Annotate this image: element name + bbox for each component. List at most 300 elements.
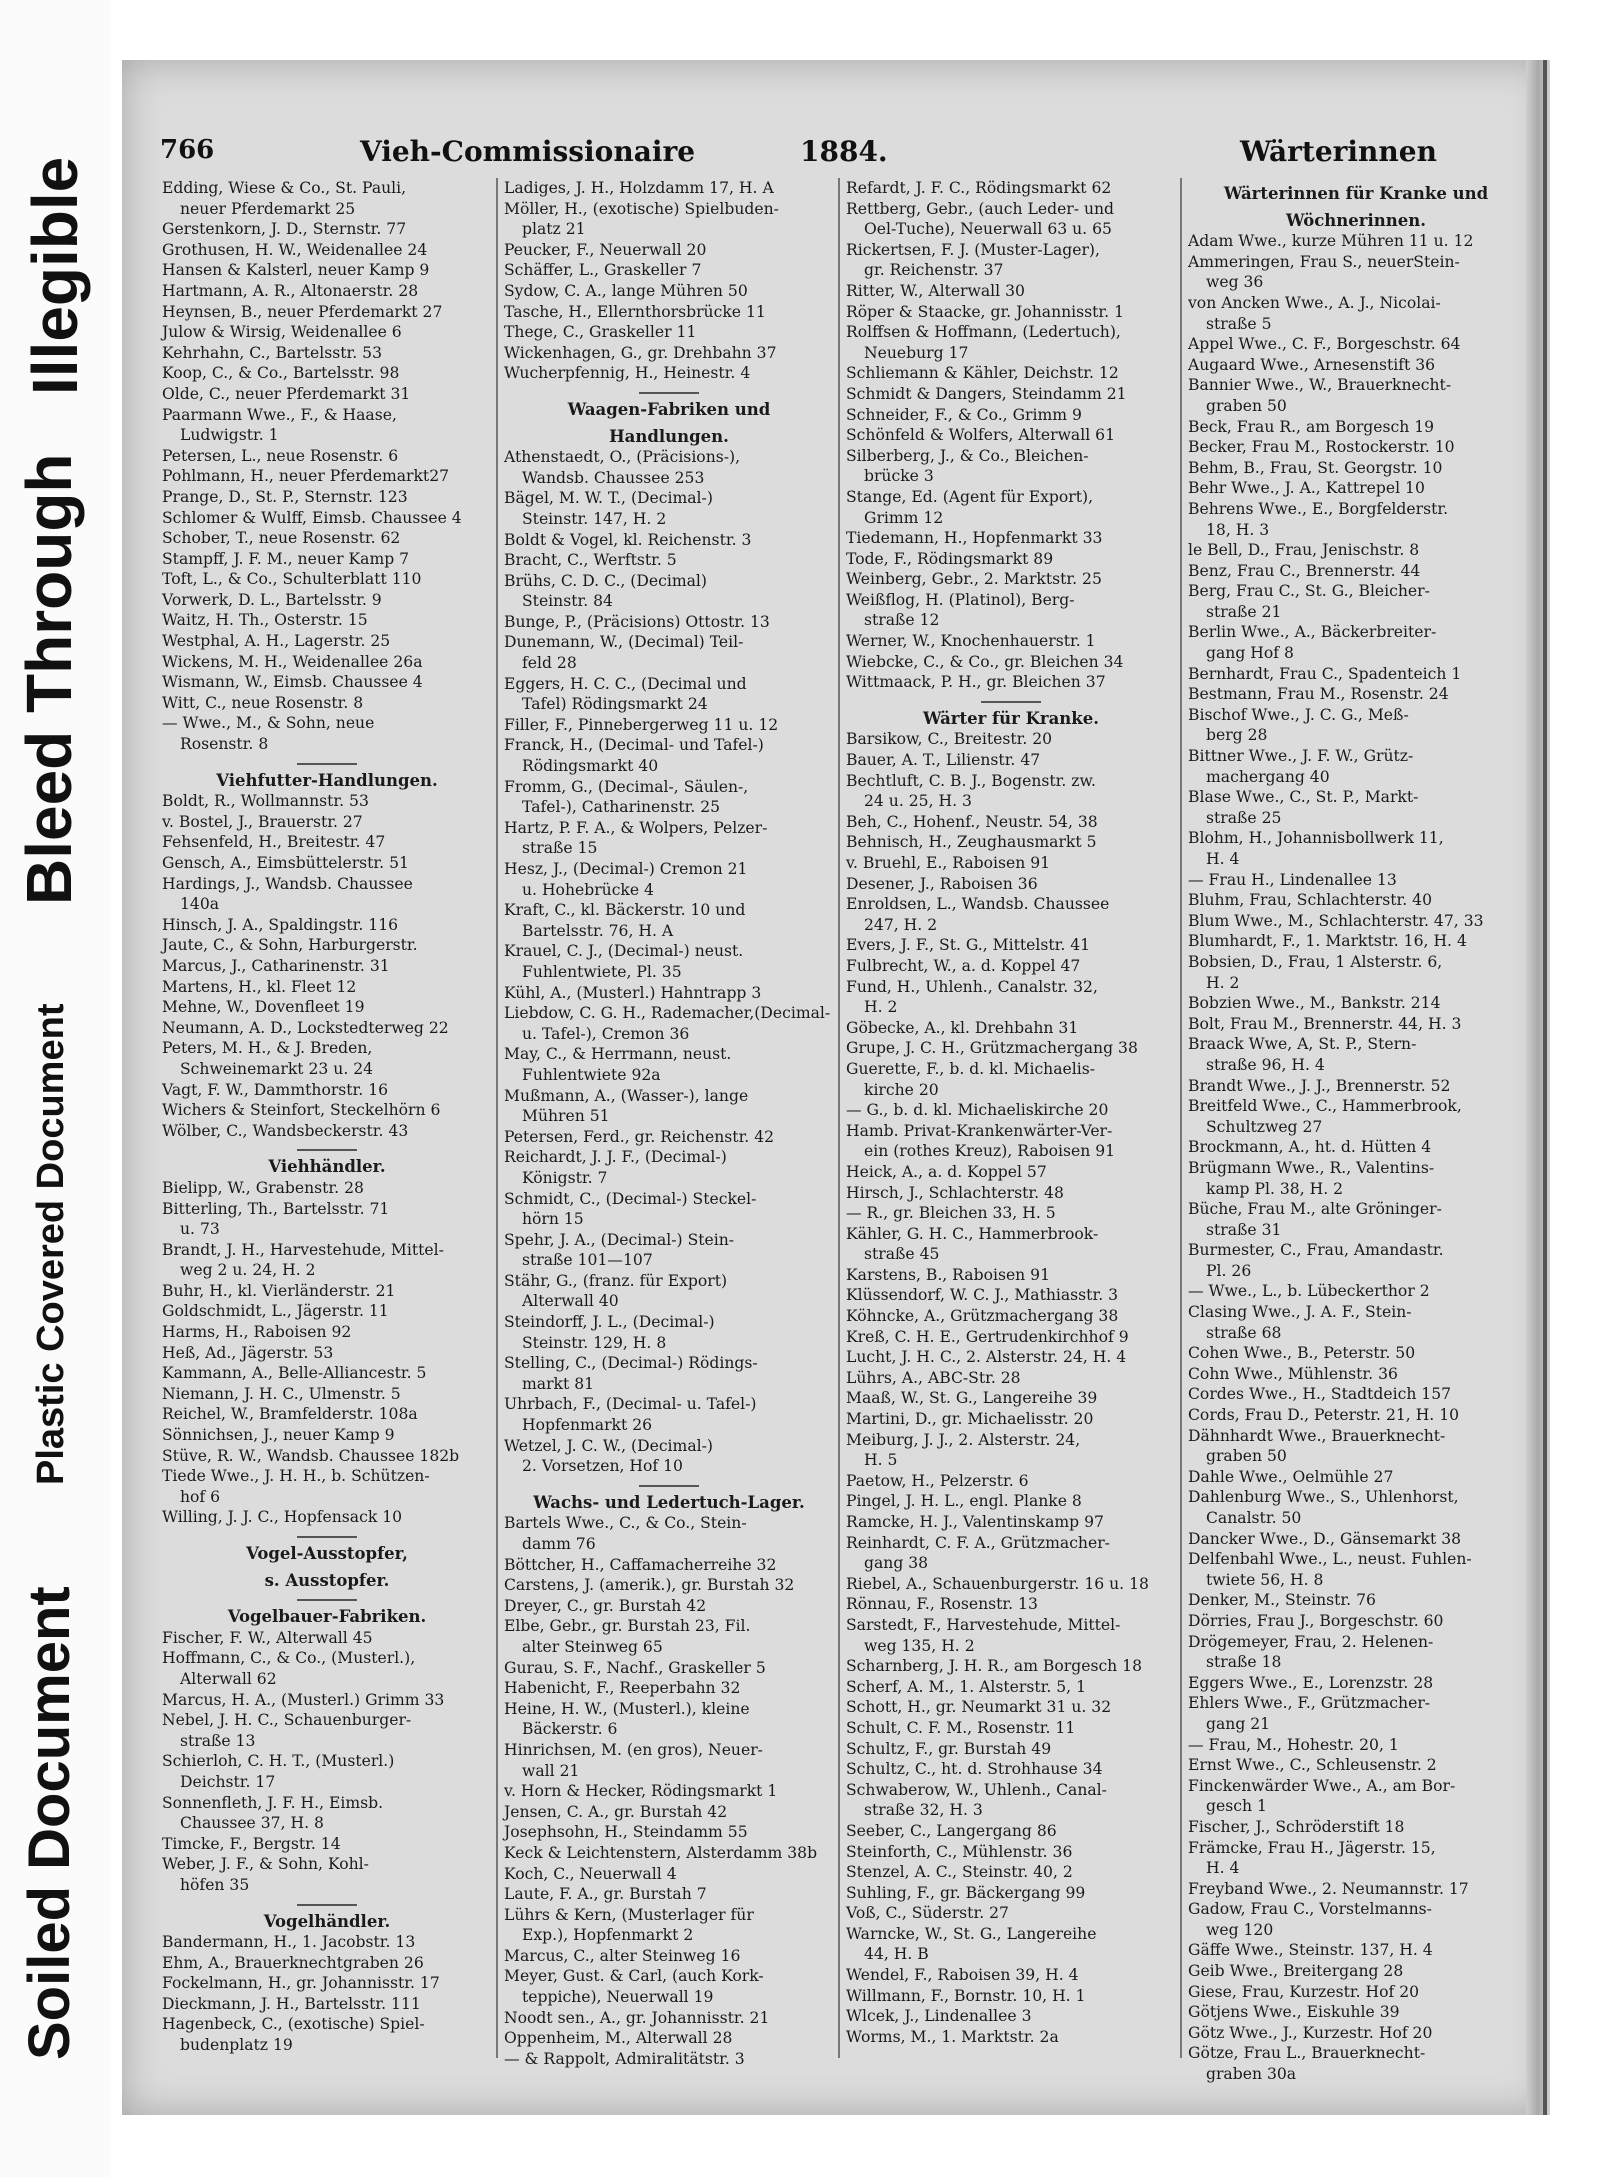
directory-entry: Benz, Frau C., Brennerstr. 44 <box>1188 561 1421 580</box>
directory-entry: Hartz, P. F. A., & Wolpers, Pelzer- <box>504 818 768 837</box>
directory-entry: Canalstr. 50 <box>1206 1509 1302 1527</box>
directory-entry: Beck, Frau R., am Borgesch 19 <box>1188 417 1435 436</box>
directory-entry: Bannier Wwe., W., Brauerknecht- <box>1188 376 1452 395</box>
directory-entry: 18, H. 3 <box>1206 520 1270 539</box>
section-heading: Viehfutter-Handlungen. <box>216 770 438 790</box>
page-header <box>160 135 1530 175</box>
directory-entry: alter Steinweg 65 <box>522 1637 663 1656</box>
header-left-title: Vieh-Commissionaire <box>360 135 696 168</box>
directory-entry: Hinsch, J. A., Spaldingstr. 116 <box>162 915 399 934</box>
directory-entry: Pohlmann, H., neuer Pferdemarkt27 <box>162 467 450 486</box>
directory-entry: Hartmann, A. R., Altonaerstr. 28 <box>162 281 419 300</box>
directory-entry: Wickens, M. H., Weidenallee 26a <box>162 652 423 671</box>
binding-edge <box>1543 60 1547 2115</box>
directory-entry: Lucht, J. H. C., 2. Alsterstr. 24, H. 4 <box>846 1348 1127 1367</box>
directory-entry: H. 2 <box>864 998 898 1017</box>
column-rule <box>838 178 840 2058</box>
directory-entry: Vagt, F. W., Dammthorstr. 16 <box>162 1080 389 1099</box>
directory-entry: Bobsien, D., Frau, 1 Alsterstr. 6, <box>1188 952 1443 971</box>
directory-entry: Tafel-), Catharinenstr. 25 <box>522 798 721 817</box>
directory-entry: Blum Wwe., M., Schlachterstr. 47, 33 <box>1188 911 1484 930</box>
directory-entry: Wittmaack, P. H., gr. Bleichen 37 <box>846 673 1106 692</box>
directory-entry: — R., gr. Bleichen 33, H. 5 <box>846 1204 1056 1223</box>
directory-entry: hörn 15 <box>522 1210 584 1229</box>
directory-entry: weg 135, H. 2 <box>864 1636 975 1655</box>
directory-entry: Habenicht, F., Reeperbahn 32 <box>504 1679 741 1698</box>
directory-entry: Mühren 51 <box>522 1107 610 1126</box>
directory-entry: Berlin Wwe., A., Bäckerbreiter- <box>1188 623 1437 642</box>
section-rule <box>297 1904 357 1906</box>
section-rule <box>297 1536 357 1538</box>
directory-entry: Sonnenfleth, J. F. H., Eimsb. <box>162 1793 384 1812</box>
directory-entry: Rettberg, Gebr., (auch Leder- und <box>846 199 1115 218</box>
directory-entry: Mußmann, A., (Wasser-), lange <box>504 1086 749 1105</box>
directory-entry: Wismann, W., Eimsb. Chaussee 4 <box>162 673 423 692</box>
directory-entry: Willmann, F., Bornstr. 10, H. 1 <box>846 1986 1086 2005</box>
directory-entry: Denker, M., Steinstr. 76 <box>1188 1591 1376 1610</box>
directory-entry: Rönnau, F., Rosenstr. 13 <box>846 1595 1038 1614</box>
directory-entry: Schott, H., gr. Neumarkt 31 u. 32 <box>846 1698 1112 1717</box>
directory-entry: Werner, W., Knochenhauerstr. 1 <box>846 632 1096 651</box>
directory-entry: Bauer, A. T., Lilienstr. 47 <box>846 751 1041 770</box>
directory-entry: Maaß, W., St. G., Langereihe 39 <box>846 1389 1098 1408</box>
directory-entry: Eggers, H. C. C., (Decimal und <box>504 674 747 693</box>
directory-entry: Wölber, C., Wandsbeckerstr. 43 <box>162 1121 409 1140</box>
section-heading: s. Ausstopfer. <box>264 1570 390 1590</box>
directory-entry: Kraft, C., kl. Bäckerstr. 10 und <box>504 901 746 920</box>
directory-entry: Julow & Wirsig, Weidenallee 6 <box>162 323 402 342</box>
directory-entry: Bitterling, Th., Bartelsstr. 71 <box>162 1199 390 1218</box>
directory-entry: Neueburg 17 <box>864 343 969 362</box>
directory-entry: Neumann, A. D., Lockstedterweg 22 <box>162 1018 449 1037</box>
directory-entry: weg 36 <box>1206 273 1264 292</box>
directory-entry: Ernst Wwe., C., Schleusenstr. 2 <box>1188 1756 1437 1775</box>
directory-entry: Köhncke, A., Grützmachergang 38 <box>846 1307 1119 1326</box>
directory-entry: Drögemeyer, Frau, 2. Helenen- <box>1188 1632 1434 1651</box>
directory-entry: Fuhlentwiete 92a <box>522 1065 661 1084</box>
directory-entry: Wetzel, J. C. W., (Decimal-) <box>504 1436 713 1455</box>
directory-entry: damm 76 <box>522 1535 596 1553</box>
directory-entry: Peucker, F., Neuerwall 20 <box>504 240 707 259</box>
directory-entry: Röper & Staacke, gr. Johannisstr. 1 <box>846 302 1124 321</box>
directory-entry: Ramcke, H. J., Valentinskamp 97 <box>846 1513 1104 1531</box>
directory-entry: u. Hohebrücke 4 <box>522 880 654 899</box>
directory-entry: Cords, Frau D., Peterstr. 21, H. 10 <box>1188 1406 1460 1425</box>
directory-entry: 247, H. 2 <box>864 915 938 934</box>
directory-entry: Gadow, Frau C., Vorstelmanns- <box>1188 1900 1432 1919</box>
section-rule <box>639 392 699 394</box>
directory-entry: Schönfeld & Wolfers, Alterwall 61 <box>846 426 1115 445</box>
directory-entry: Bechtluft, C. B. J., Bogenstr. zw. <box>846 771 1096 790</box>
directory-entry: Weber, J. F., & Sohn, Kohl- <box>162 1855 369 1874</box>
column-4 <box>1188 178 1524 2084</box>
directory-entry: Jensen, C. A., gr. Burstah 42 <box>504 1802 728 1821</box>
directory-entry: 24 u. 25, H. 3 <box>864 792 972 811</box>
column-1 <box>162 178 492 2058</box>
directory-entry: Behm, B., Frau, St. Georgstr. 10 <box>1188 458 1443 477</box>
directory-entry: — Wwe., L., b. Lübeckerthor 2 <box>1188 1282 1430 1301</box>
directory-entry: straße 12 <box>864 611 940 630</box>
column-3 <box>846 178 1176 2058</box>
header-right-title: Wärterinnen <box>1240 135 1437 168</box>
directory-entry: v. Bruehl, E., Raboisen 91 <box>846 854 1051 872</box>
directory-entry: Suhling, F., gr. Bäckergang 99 <box>846 1883 1086 1902</box>
directory-entry: Hoffmann, C., & Co., (Musterl.), <box>162 1649 416 1668</box>
directory-entry: Wiebcke, C., & Co., gr. Bleichen 34 <box>846 652 1124 671</box>
directory-entry: Marcus, H. A., (Musterl.) Grimm 33 <box>162 1690 445 1709</box>
directory-entry: — & Rappolt, Admiralitätstr. 3 <box>504 2049 745 2068</box>
directory-entry: Ehm, A., Brauerknechtgraben 26 <box>162 1953 424 1972</box>
directory-entry: Stähr, G., (franz. für Export) <box>504 1271 728 1290</box>
directory-entry: Tafel) Rödingsmarkt 24 <box>522 695 708 714</box>
directory-entry: Chaussee 37, H. 8 <box>180 1814 324 1833</box>
directory-entry: Götze, Frau L., Brauerknecht- <box>1188 2044 1426 2063</box>
directory-entry: Wlcek, J., Lindenallee 3 <box>846 2007 1032 2026</box>
directory-entry: Oel-Tuche), Neuerwall 63 u. 65 <box>864 220 1112 239</box>
directory-entry: Dunemann, W., (Decimal) Teil- <box>504 633 744 652</box>
directory-entry: Reichardt, J. J. F., (Decimal-) <box>504 1148 727 1167</box>
directory-entry: Schmidt, C., (Decimal-) Steckel- <box>504 1189 757 1208</box>
directory-entry: Fuhlentwiete, Pl. 35 <box>522 962 682 981</box>
directory-entry: Riebel, A., Schauenburgerstr. 16 u. 18 <box>846 1574 1149 1593</box>
directory-entry: Behrens Wwe., E., Borgfelderstr. <box>1188 499 1449 518</box>
directory-entry: graben 50 <box>1206 396 1287 415</box>
directory-entry: brücke 3 <box>864 467 934 486</box>
directory-entry: Silberberg, J., & Co., Bleichen- <box>846 446 1089 465</box>
directory-entry: Sönnichsen, J., neuer Kamp 9 <box>162 1426 395 1445</box>
directory-entry: Stüve, R. W., Wandsb. Chaussee 182b <box>162 1446 460 1465</box>
directory-entry: Delfenbahl Wwe., L., neust. Fuhlen- <box>1188 1550 1472 1569</box>
section-heading: Vogel-Ausstopfer, <box>246 1544 408 1563</box>
directory-entry: weg 2 u. 24, H. 2 <box>180 1261 316 1280</box>
directory-entry: Waitz, H. Th., Osterstr. 15 <box>162 611 368 630</box>
directory-entry: hof 6 <box>180 1487 221 1506</box>
directory-entry: Stenzel, A. C., Steinstr. 40, 2 <box>846 1863 1073 1882</box>
directory-entry: Noodt sen., A., gr. Johannisstr. 21 <box>504 2008 770 2027</box>
directory-entry: Grupe, J. C. H., Grützmachergang 38 <box>846 1039 1138 1058</box>
directory-entry: Schultz, C., ht. d. Strohhause 34 <box>846 1760 1103 1779</box>
directory-entry: Voß, C., Süderstr. 27 <box>846 1904 1009 1923</box>
directory-entry: Hamb. Privat-Krankenwärter-Ver- <box>846 1121 1113 1140</box>
directory-entry: H. 5 <box>864 1451 898 1470</box>
directory-page <box>122 60 1550 2115</box>
directory-entry: Koop, C., & Co., Bartelsstr. 98 <box>162 364 400 383</box>
page-number: 766 <box>160 135 215 165</box>
directory-entry: Vorwerk, D. L., Bartelsstr. 9 <box>162 590 382 609</box>
directory-entry: Scharnberg, J. H. R., am Borgesch 18 <box>846 1657 1143 1676</box>
directory-entry: Ladiges, J. H., Holzdamm 17, H. A <box>504 179 774 197</box>
directory-entry: wall 21 <box>522 1761 580 1780</box>
directory-entry: Brandt, J. H., Harvestehude, Mittel- <box>162 1240 444 1259</box>
directory-entry: Jaute, C., & Sohn, Harburgerstr. <box>162 936 418 955</box>
section-rule <box>297 1149 357 1151</box>
directory-entry: Steinstr. 129, H. 8 <box>522 1333 667 1352</box>
directory-entry: u. 73 <box>180 1220 220 1239</box>
directory-entry: 140a <box>180 895 220 914</box>
directory-entry: straße 32, H. 3 <box>864 1801 983 1820</box>
directory-entry: Enroldsen, L., Wandsb. Chaussee <box>846 895 1110 914</box>
directory-entry: Brügmann Wwe., R., Valentins- <box>1188 1158 1435 1177</box>
directory-entry: Geib Wwe., Breitergang 28 <box>1188 1962 1404 1981</box>
directory-entry: Breitfeld Wwe., C., Hammerbrook, <box>1188 1097 1462 1116</box>
directory-entry: teppiche), Neuerwall 19 <box>522 1988 714 2007</box>
directory-entry: Ritter, W., Alterwall 30 <box>846 281 1025 300</box>
directory-entry: Krauel, C. J., (Decimal-) neust. <box>504 942 744 961</box>
directory-entry: gang 38 <box>864 1554 929 1573</box>
section-heading: Wachs- und Ledertuch-Lager. <box>533 1492 805 1512</box>
directory-entry: Kehrhahn, C., Bartelsstr. 53 <box>162 343 383 362</box>
directory-entry: Bolt, Frau M., Brennerstr. 44, H. 3 <box>1188 1014 1462 1033</box>
directory-entry: Grothusen, H. W., Weidenallee 24 <box>162 240 428 259</box>
directory-entry: — Frau, M., Hohestr. 20, 1 <box>1188 1735 1399 1754</box>
directory-entry: Cordes Wwe., H., Stadtdeich 157 <box>1188 1385 1452 1404</box>
directory-entry: Lührs & Kern, (Musterlager für <box>504 1905 754 1924</box>
directory-entry: Marcus, C., alter Steinweg 16 <box>504 1946 741 1965</box>
directory-entry: Weinberg, Gebr., 2. Marktstr. 25 <box>846 570 1102 589</box>
bleed-through-label: Bleed Through <box>13 453 85 905</box>
header-year: 1884. <box>800 135 888 168</box>
directory-entry: ein (rothes Kreuz), Raboisen 91 <box>864 1142 1116 1161</box>
directory-entry: Thege, C., Graskeller 11 <box>504 323 697 342</box>
directory-entry: Bartelsstr. 76, H. A <box>522 921 674 940</box>
directory-entry: Alterwall 40 <box>522 1292 619 1311</box>
directory-entry: Bobzien Wwe., M., Bankstr. 214 <box>1188 994 1441 1013</box>
directory-entry: weg 120 <box>1206 1920 1274 1939</box>
directory-entry: Giese, Frau, Kurzestr. Hof 20 <box>1188 1982 1420 2001</box>
directory-entry: Bandermann, H., 1. Jacobstr. 13 <box>162 1933 416 1952</box>
directory-entry: Harms, H., Raboisen 92 <box>162 1323 352 1342</box>
directory-entry: Bielipp, W., Grabenstr. 28 <box>162 1178 364 1197</box>
directory-entry: graben 30a <box>1206 2065 1297 2084</box>
directory-entry: twiete 56, H. 8 <box>1206 1570 1324 1589</box>
directory-entry: Rolffsen & Hoffmann, (Ledertuch), <box>846 323 1121 342</box>
directory-entry: straße 15 <box>522 839 598 858</box>
directory-entry: Adam Wwe., kurze Mühren 11 u. 12 <box>1188 232 1474 251</box>
directory-entry: 44, H. B <box>864 1945 929 1964</box>
directory-entry: straße 18 <box>1206 1653 1282 1672</box>
directory-entry: Wichers & Steinfort, Steckelhörn 6 <box>162 1101 441 1120</box>
section-rule <box>297 1599 357 1601</box>
directory-entry: Steinforth, C., Mühlenstr. 36 <box>846 1842 1073 1861</box>
directory-entry: Schierloh, C. H. T., (Musterl.) <box>162 1752 395 1771</box>
directory-entry: Nebel, J. H. C., Schauenburger- <box>162 1711 412 1730</box>
directory-entry: Ludwigstr. 1 <box>180 426 279 445</box>
directory-entry: Wickenhagen, G., gr. Drehbahn 37 <box>504 343 777 362</box>
directory-entry: Bischof Wwe., J. C. G., Meß- <box>1188 705 1409 724</box>
directory-entry: Reichel, W., Bramfelderstr. 108a <box>162 1405 418 1424</box>
directory-entry: Dreyer, C., gr. Burstah 42 <box>504 1596 707 1615</box>
directory-entry: Büche, Frau M., alte Gröninger- <box>1188 1200 1442 1219</box>
directory-entry: Clasing Wwe., J. A. F., Stein- <box>1188 1303 1412 1322</box>
directory-entry: Goldschmidt, L., Jägerstr. 11 <box>162 1302 389 1321</box>
column-rule <box>1180 178 1182 2058</box>
section-heading: Vogelhändler. <box>263 1911 391 1931</box>
directory-entry: Petersen, L., neue Rosenstr. 6 <box>162 446 399 465</box>
directory-entry: Evers, J. F., St. G., Mittelstr. 41 <box>846 936 1091 955</box>
directory-entry: Barsikow, C., Breitestr. 20 <box>846 730 1053 749</box>
directory-entry: Oppenheim, M., Alterwall 28 <box>504 2029 733 2048</box>
directory-entry: gang Hof 8 <box>1206 644 1294 663</box>
directory-entry: Behr Wwe., J. A., Kattrepel 10 <box>1188 479 1425 498</box>
directory-entry: May, C., & Herrmann, neust. <box>504 1045 732 1064</box>
directory-entry: Burmester, C., Frau, Amandastr. <box>1188 1241 1444 1260</box>
directory-entry: Becker, Frau M., Rostockerstr. 10 <box>1188 438 1455 457</box>
directory-entry: straße 5 <box>1206 314 1272 333</box>
directory-entry: Schwaberow, W., Uhlenh., Canal- <box>846 1780 1107 1799</box>
directory-entry: Toft, L., & Co., Schulterblatt 110 <box>162 570 422 589</box>
directory-entry: Rödingsmarkt 40 <box>522 757 659 776</box>
directory-entry: Brockmann, A., ht. d. Hütten 4 <box>1188 1138 1432 1157</box>
directory-entry: Martini, D., gr. Michaelisstr. 20 <box>846 1410 1094 1429</box>
directory-entry: feld 28 <box>522 654 577 673</box>
directory-entry: straße 96, H. 4 <box>1206 1055 1325 1074</box>
directory-entry: Meyer, Gust. & Carl, (auch Kork- <box>504 1967 764 1986</box>
directory-entry: Martens, H., kl. Fleet 12 <box>162 977 357 996</box>
directory-entry: Tiede Wwe., J. H. H., b. Schützen- <box>162 1467 430 1486</box>
directory-entry: neuer Pferdemarkt 25 <box>180 199 356 218</box>
directory-entry: Behnisch, H., Zeughausmarkt 5 <box>846 833 1097 852</box>
directory-entry: straße 21 <box>1206 602 1282 621</box>
directory-entry: Westphal, A. H., Lagerstr. 25 <box>162 632 391 651</box>
directory-entry: H. 2 <box>1206 973 1240 992</box>
directory-entry: Bittner Wwe., J. F. W., Grütz- <box>1188 747 1414 766</box>
directory-entry: Elbe, Gebr., gr. Burstah 23, Fil. <box>504 1617 751 1636</box>
illegible-label: Illegible <box>19 156 91 395</box>
directory-entry: platz 21 <box>522 220 586 239</box>
directory-entry: Klüssendorf, W. C. J., Mathiasstr. 3 <box>846 1286 1119 1305</box>
directory-entry: Götz Wwe., J., Kurzestr. Hof 20 <box>1188 2023 1433 2042</box>
directory-entry: Tiedemann, H., Hopfenmarkt 33 <box>846 529 1103 548</box>
directory-entry: Karstens, B., Raboisen 91 <box>846 1265 1051 1284</box>
directory-entry: Uhrbach, F., (Decimal- u. Tafel-) <box>504 1395 757 1414</box>
directory-entry: Schweinemarkt 23 u. 24 <box>180 1059 374 1078</box>
directory-entry: Kühl, A., (Musterl.) Hahntrapp 3 <box>504 983 762 1002</box>
directory-entry: gr. Reichenstr. 37 <box>864 261 1004 280</box>
directory-entry: Carstens, J. (amerik.), gr. Burstah 32 <box>504 1576 795 1595</box>
directory-entry: Schultz, F., gr. Burstah 49 <box>846 1739 1052 1758</box>
directory-entry: Prange, D., St. P., Sternstr. 123 <box>162 487 408 506</box>
directory-entry: Edding, Wiese & Co., St. Pauli, <box>162 179 407 197</box>
directory-entry: Freyband Wwe., 2. Neumannstr. 17 <box>1188 1879 1469 1898</box>
directory-entry: Beh, C., Hohenf., Neustr. 54, 38 <box>846 812 1098 831</box>
directory-entry: Stampff, J. F. M., neuer Kamp 7 <box>162 549 410 568</box>
directory-entry: — Wwe., M., & Sohn, neue <box>162 714 375 733</box>
directory-entry: Boldt, R., Wollmannstr. 53 <box>162 792 369 811</box>
section-heading: Vogelbauer-Fabriken. <box>227 1607 427 1627</box>
directory-entry: Dähnhardt Wwe., Brauerknecht- <box>1188 1426 1446 1445</box>
directory-entry: 2. Vorsetzen, Hof 10 <box>522 1457 683 1476</box>
directory-entry: Cohen Wwe., B., Peterstr. 50 <box>1188 1344 1416 1363</box>
directory-entry: Steindorff, J. L., (Decimal-) <box>504 1313 715 1332</box>
directory-entry: Hardings, J., Wandsb. Chaussee <box>162 874 413 893</box>
directory-entry: Paetow, H., Pelzerstr. 6 <box>846 1471 1029 1490</box>
directory-entry: Niemann, J. H. C., Ulmenstr. 5 <box>162 1384 401 1403</box>
directory-entry: Berg, Frau C., St. G., Bleicher- <box>1188 582 1430 601</box>
directory-entry: Eggers Wwe., E., Lorenzstr. 28 <box>1188 1673 1434 1692</box>
directory-entry: Brandt Wwe., J. J., Brennerstr. 52 <box>1188 1076 1451 1095</box>
directory-entry: straße 13 <box>180 1731 256 1750</box>
section-rule <box>297 763 357 765</box>
directory-entry: — G., b. d. kl. Michaeliskirche 20 <box>846 1101 1109 1120</box>
directory-entry: Exp.), Hopfenmarkt 2 <box>522 1926 694 1945</box>
directory-entry: Blase Wwe., C., St. P., Markt- <box>1188 788 1419 807</box>
directory-entry: Athenstaedt, O., (Präcisions-), <box>504 448 741 467</box>
directory-entry: Möller, H., (exotische) Spielbuden- <box>504 199 779 218</box>
directory-entry: von Ancken Wwe., A. J., Nicolai- <box>1188 293 1441 312</box>
directory-entry: Weißflog, H. (Platinol), Berg- <box>846 590 1075 609</box>
directory-entry: Heine, H. W., (Musterl.), kleine <box>504 1699 750 1718</box>
directory-entry: Bluhm, Frau, Schlachterstr. 40 <box>1188 891 1432 910</box>
directory-entry: Schliemann & Kähler, Deichstr. 12 <box>846 364 1119 383</box>
directory-entry: Seeber, C., Langergang 86 <box>846 1821 1057 1840</box>
plastic-covered-label: Plastic Covered Document <box>30 1003 72 1485</box>
directory-entry: u. Tafel-), Cremon 36 <box>522 1024 690 1043</box>
section-heading: Wärter für Kranke. <box>923 708 1099 728</box>
directory-entry: Böttcher, H., Caffamacherreihe 32 <box>504 1555 777 1574</box>
directory-entry: markt 81 <box>522 1374 595 1393</box>
directory-entry: Heick, A., a. d. Koppel 57 <box>846 1162 1047 1181</box>
directory-entry: Dieckmann, J. H., Bartelsstr. 111 <box>162 1994 421 2013</box>
column-2 <box>504 178 834 2068</box>
directory-entry: Grimm 12 <box>864 508 944 527</box>
directory-entry: Peters, M. H., & J. Breden, <box>162 1039 373 1058</box>
directory-entry: Tode, F., Rödingsmarkt 89 <box>846 549 1054 568</box>
directory-entry: Petersen, Ferd., gr. Reichenstr. 42 <box>504 1127 775 1146</box>
column-rule <box>496 178 498 2058</box>
directory-entry: Steinstr. 84 <box>522 592 613 611</box>
directory-entry: Wandsb. Chaussee 253 <box>522 468 705 487</box>
directory-entry: berg 28 <box>1206 726 1268 745</box>
directory-entry: Liebdow, C. G. H., Rademacher,(Decimal- <box>504 1004 831 1023</box>
directory-entry: Dancker Wwe., D., Gänsemarkt 38 <box>1188 1529 1462 1548</box>
directory-entry: Appel Wwe., C. F., Borgeschstr. 64 <box>1188 335 1461 354</box>
directory-entry: Bestmann, Frau M., Rosenstr. 24 <box>1188 685 1449 704</box>
directory-entry: Stelling, C., (Decimal-) Rödings- <box>504 1354 758 1373</box>
directory-entry: Schultzweg 27 <box>1206 1117 1323 1136</box>
directory-entry: Bägel, M. W. T., (Decimal-) <box>504 489 713 508</box>
directory-entry: Gurau, S. F., Nachf., Graskeller 5 <box>504 1658 766 1677</box>
section-heading: Wärterinnen für Kranke und <box>1223 184 1489 203</box>
directory-entry: Dörries, Frau J., Borgeschstr. 60 <box>1188 1611 1444 1630</box>
directory-entry: Josephsohn, H., Steindamm 55 <box>504 1823 748 1842</box>
directory-entry: Götjens Wwe., Eiskuhle 39 <box>1188 2003 1400 2022</box>
directory-entry: Fromm, G., (Decimal-, Säulen-, <box>504 777 749 796</box>
directory-entry: machergang 40 <box>1206 767 1330 786</box>
directory-entry: straße 101—107 <box>522 1251 653 1270</box>
directory-entry: straße 45 <box>864 1245 940 1264</box>
directory-entry: Wucherpfennig, H., Heinestr. 4 <box>504 364 751 383</box>
directory-entry: Königstr. 7 <box>522 1168 608 1187</box>
directory-entry: Fischer, J., Schröderstift 18 <box>1188 1817 1405 1836</box>
directory-entry: Hagenbeck, C., (exotische) Spiel- <box>162 2015 425 2034</box>
directory-entry: Hopfenmarkt 26 <box>522 1416 653 1435</box>
directory-entry: budenplatz 19 <box>180 2036 293 2055</box>
directory-entry: Boldt & Vogel, kl. Reichenstr. 3 <box>504 530 752 549</box>
directory-entry: Schober, T., neue Rosenstr. 62 <box>162 529 401 548</box>
section-heading: Handlungen. <box>609 426 729 446</box>
directory-entry: Finckenwärder Wwe., A., am Bor- <box>1188 1776 1456 1795</box>
directory-entry: Timcke, F., Bergstr. 14 <box>162 1834 341 1853</box>
directory-entry: Ehlers Wwe., F., Grützmacher- <box>1188 1694 1431 1713</box>
directory-entry: Hinrichsen, M. (en gros), Neuer- <box>504 1740 763 1759</box>
directory-entry: Hirsch, J., Schlachterstr. 48 <box>846 1183 1064 1202</box>
directory-entry: le Bell, D., Frau, Jenischstr. 8 <box>1188 541 1420 560</box>
directory-entry: Guerette, F., b. d. kl. Michaelis- <box>846 1059 1095 1078</box>
directory-entry: Laute, F. A., gr. Burstah 7 <box>504 1885 707 1904</box>
directory-entry: v. Bostel, J., Brauerstr. 27 <box>162 812 363 831</box>
directory-entry: höfen 35 <box>180 1875 250 1894</box>
directory-entry: H. 4 <box>1206 850 1240 868</box>
